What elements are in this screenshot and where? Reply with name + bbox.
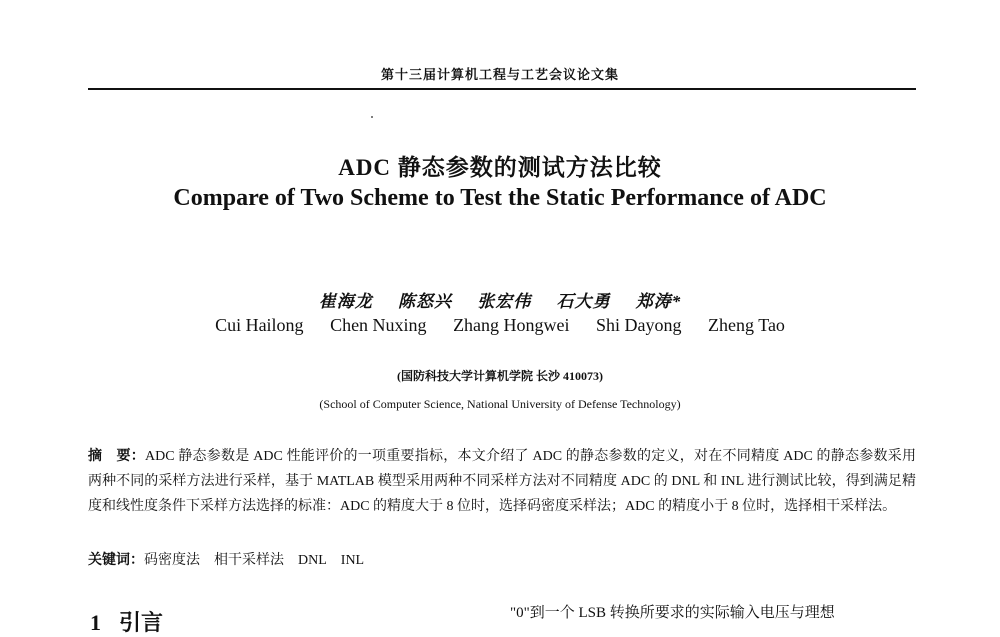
author-zh: 郑涛* bbox=[635, 292, 682, 311]
header-rule bbox=[88, 88, 916, 90]
keyword: INL bbox=[340, 553, 365, 568]
author-en: Zheng Tao bbox=[708, 315, 785, 335]
keywords-label: 关键词： bbox=[88, 553, 144, 568]
author-zh: 崔海龙 bbox=[318, 292, 373, 311]
authors-chinese bbox=[0, 287, 1000, 312]
authors-english bbox=[0, 315, 1000, 336]
abstract bbox=[88, 444, 916, 519]
affiliation-chinese: (国防科技大学计算机学院 长沙 410073) bbox=[397, 369, 603, 383]
title-english: Compare of Two Scheme to Test the Static Performance of ADC bbox=[173, 185, 827, 211]
author-zh: 石大勇 bbox=[556, 292, 611, 311]
affiliation-english: (School of Computer Science, National University of Defense Technology) bbox=[319, 397, 681, 411]
running-header: 第十三届计算机工程与工艺会议论文集 bbox=[380, 67, 619, 82]
keyword: DNL bbox=[298, 553, 327, 568]
abstract-text: ADC 静态参数是 ADC 性能评价的一项重要指标，本文介绍了 ADC 的静态参数的定义，对在不同精度 ADC 的静态参数采用两种不同的采样方法进行采样，基于 MATLAB 模型采用两种不同采样方法对不同精度 ADC 的 DNL 和 INL 进行测试比较，得到满足精度和线性度条件下采样方法选择的标准：ADC 的精度大于 8 位时，选择码密度采样法；ADC 的精度小于 8 位时，选择相干采样法。 bbox=[88, 449, 916, 514]
author-en: Shi Dayong bbox=[596, 315, 682, 335]
right-column-text: "0"到一个 LSB 转换所要求的实际输入电压与理想 bbox=[510, 605, 835, 621]
section-title: 引言 bbox=[119, 610, 164, 635]
keyword: 码密度法 bbox=[144, 553, 200, 568]
author-en: Cui Hailong bbox=[215, 315, 304, 335]
keywords bbox=[88, 551, 916, 571]
author-en: Chen Nuxing bbox=[330, 315, 427, 335]
abstract-label: 摘 要： bbox=[88, 449, 145, 464]
section-number: 1 bbox=[90, 610, 101, 635]
author-zh: 陈怒兴 bbox=[398, 292, 452, 311]
author-zh: 张宏伟 bbox=[477, 292, 532, 311]
title-chinese: ADC 静态参数的测试方法比较 bbox=[338, 155, 662, 180]
keyword: 相干采样法 bbox=[214, 553, 284, 568]
author-en: Zhang Hongwei bbox=[453, 315, 570, 335]
speck-mark bbox=[371, 116, 373, 118]
section-heading bbox=[90, 606, 163, 637]
